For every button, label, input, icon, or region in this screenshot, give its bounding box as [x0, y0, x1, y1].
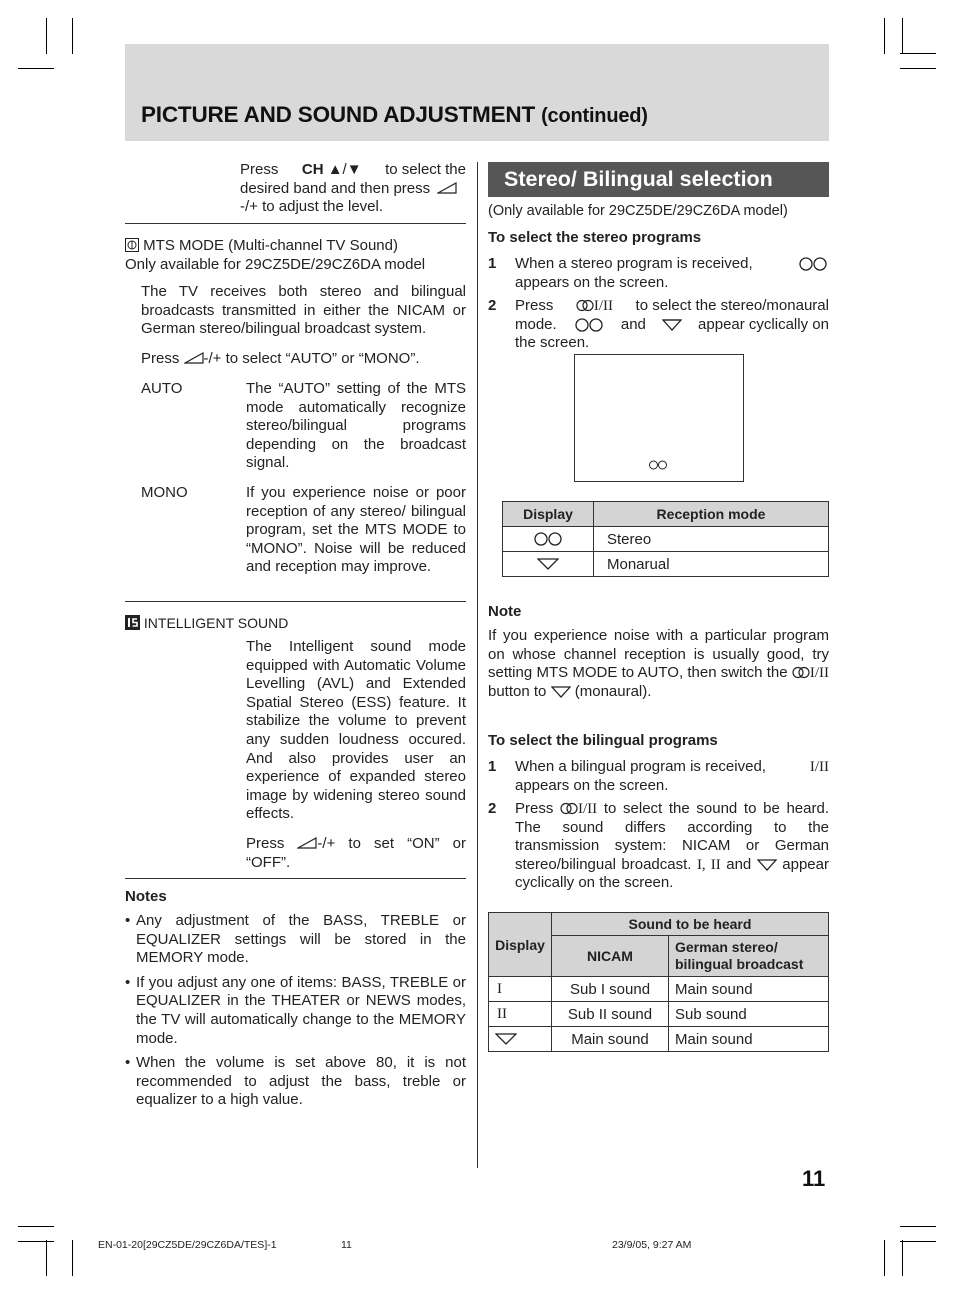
mts-heading: MTS MODE (Multi-channel TV Sound) [125, 237, 466, 256]
is-heading: INTELLIGENT SOUND [125, 615, 288, 631]
stereo-icon [797, 257, 829, 271]
notes-title: Notes [125, 888, 167, 905]
column-divider [477, 162, 478, 1168]
table-cell: Sub sound [669, 1002, 829, 1027]
list-item: • Any adjustment of the BASS, TREBLE or EQUALIZER settings will be stored in the MEMORY mode. [125, 912, 466, 967]
crop-mark [72, 1240, 73, 1276]
table-cell: Main sound [669, 977, 829, 1002]
mts-section [125, 237, 466, 274]
table-cell: Sub I sound [552, 977, 669, 1002]
table-row [503, 552, 829, 577]
table-row [489, 1002, 829, 1027]
stereo-icon [532, 532, 564, 546]
section-title-bar [488, 162, 829, 197]
table-row [489, 977, 829, 1002]
crop-mark [900, 53, 936, 54]
bilingual-step-1: When a bilingual program is received, I/II appears on the screen. [515, 758, 829, 794]
crop-mark [46, 18, 47, 54]
monaural-icon [757, 858, 777, 871]
bilingual-step-2: Press I/II to select the sound to be heard. The sound differs according to the transmission system: NICAM or German stereo/bilingual broadcast. I, II and appear cyclically on the screen. [515, 800, 829, 892]
table-cell: Stereo [594, 527, 829, 552]
stereo-bilingual-button-icon [792, 666, 810, 679]
up-down-arrow-icon: ▲/▼ [327, 161, 362, 178]
crop-mark [884, 1240, 885, 1276]
note-title: Note [488, 603, 522, 620]
mono-label: MONO [141, 484, 188, 501]
footer-page: 11 [341, 1239, 352, 1251]
table-cell: II [489, 1002, 552, 1027]
bilingual-heading: To select the bilingual programs [488, 732, 718, 749]
step-number: 2 [488, 800, 497, 817]
mts-description: The TV receives both stereo and bilingual broadcasts transmitted in either the NICAM or German stereo/bilingual broadcast system. [141, 283, 466, 338]
crop-mark [18, 68, 54, 69]
volume-icon [437, 182, 457, 194]
stereo-heading: To select the stereo programs [488, 229, 702, 246]
table-header: NICAM [552, 936, 669, 977]
table-cell: Monarual [594, 552, 829, 577]
step-number: 1 [488, 758, 497, 775]
table-row [489, 1027, 829, 1052]
step-number: 1 [488, 255, 497, 272]
table-header: Sound to be heard [552, 913, 829, 936]
table-cell: Main sound [669, 1027, 829, 1052]
crop-mark [900, 68, 936, 69]
crop-mark [902, 18, 903, 54]
volume-icon [297, 837, 317, 849]
divider [125, 601, 466, 602]
stereo-step-2: Press I/II to select the stereo/monaural mode. and appear cyclically on the screen. [515, 297, 829, 352]
sound-table [488, 912, 829, 1052]
page-number: 11 [802, 1166, 826, 1191]
crop-mark [72, 18, 73, 54]
table-row [503, 527, 829, 552]
crop-mark [900, 1226, 936, 1227]
page-header [125, 44, 829, 141]
divider [125, 223, 466, 224]
page-title: PICTURE AND SOUND ADJUSTMENT (continued) [141, 102, 648, 127]
table-header: Reception mode [594, 502, 829, 527]
stereo-bilingual-button-icon [560, 802, 578, 815]
table-header: German stereo/ bilingual broadcast [669, 936, 829, 977]
reception-mode-table [502, 501, 829, 577]
crop-mark [902, 1240, 903, 1276]
crop-mark [18, 1226, 54, 1227]
stereo-icon [573, 318, 605, 332]
is-description: The Intelligent sound mode equipped with Automatic Volume Levelling (AVL) and Extended Spatial Stereo (ESS) feature. It stabilize the volume to prevent any sudden loudness occured. And also provides user an experience of expanded stereo image by widening stereo sound effects. [246, 638, 466, 823]
section-title: Stereo/ Bilingual selection [504, 167, 773, 191]
divider [125, 878, 466, 879]
availability-note: (Only available for 29CZ5DE/29CZ6DA model) [488, 203, 788, 219]
stereo-step-1: When a stereo program is received, appears on the screen. [515, 255, 829, 292]
intelligent-sound-icon [125, 615, 140, 630]
table-cell: Sub II sound [552, 1002, 669, 1027]
mono-description: If you experience noise or poor reception of any stereo/ bilingual program, set the MTS MODE to “MONO”. Noise will be reduced and reception may improve. [246, 484, 466, 576]
monaural-icon [662, 318, 682, 332]
volume-icon [184, 352, 204, 364]
list-item: • If you adjust any one of items: BASS, TREBLE or EQUALIZER in the THEATER or NEWS modes, the TV will automatically change to the MEMORY mode. [125, 973, 466, 1047]
intro-text: Press CH ▲/▼ to select the desired band and then press -/+ to adjust the level. [240, 161, 466, 216]
table-cell: I [489, 977, 552, 1002]
notes-list [125, 912, 466, 1110]
table-header: Display [503, 502, 594, 527]
crop-mark [900, 1241, 936, 1242]
footer-file: EN-01-20[29CZ5DE/29CZ6DA/TES]-1 [98, 1239, 277, 1251]
step-number: 2 [488, 297, 497, 314]
crop-mark [884, 18, 885, 54]
monaural-icon [495, 1032, 517, 1046]
crop-mark [18, 1241, 54, 1242]
footer-timestamp: 23/9/05, 9:27 AM [612, 1239, 692, 1251]
monaural-icon [551, 685, 571, 698]
mts-press: Press -/+ to select “AUTO” or “MONO”. [141, 350, 420, 367]
stereo-bilingual-button-icon [576, 299, 594, 312]
is-press: Press -/+ to set “ON” or “OFF”. [246, 835, 466, 871]
mts-icon [125, 238, 139, 252]
auto-label: AUTO [141, 380, 183, 397]
auto-description: The “AUTO” setting of the MTS mode automatically recognize stereo/bilingual programs depending on the broadcast signal. [246, 380, 466, 472]
monaural-icon [537, 557, 559, 571]
table-cell: Main sound [552, 1027, 669, 1052]
tv-screen-illustration [574, 354, 744, 482]
list-item: • When the volume is set above 80, it is not recommended to adjust the bass, treble or equalizer to a high value. [125, 1054, 466, 1109]
crop-mark [46, 1240, 47, 1276]
table-header: Display [489, 913, 552, 977]
stereo-icon [648, 460, 668, 470]
note-text: If you experience noise with a particular program on whose channel reception is usually good, try setting MTS MODE to AUTO, then switch the I/II button to (monaural). [488, 627, 830, 700]
mts-subheading: Only available for 29CZ5DE/29CZ6DA model [125, 255, 426, 273]
